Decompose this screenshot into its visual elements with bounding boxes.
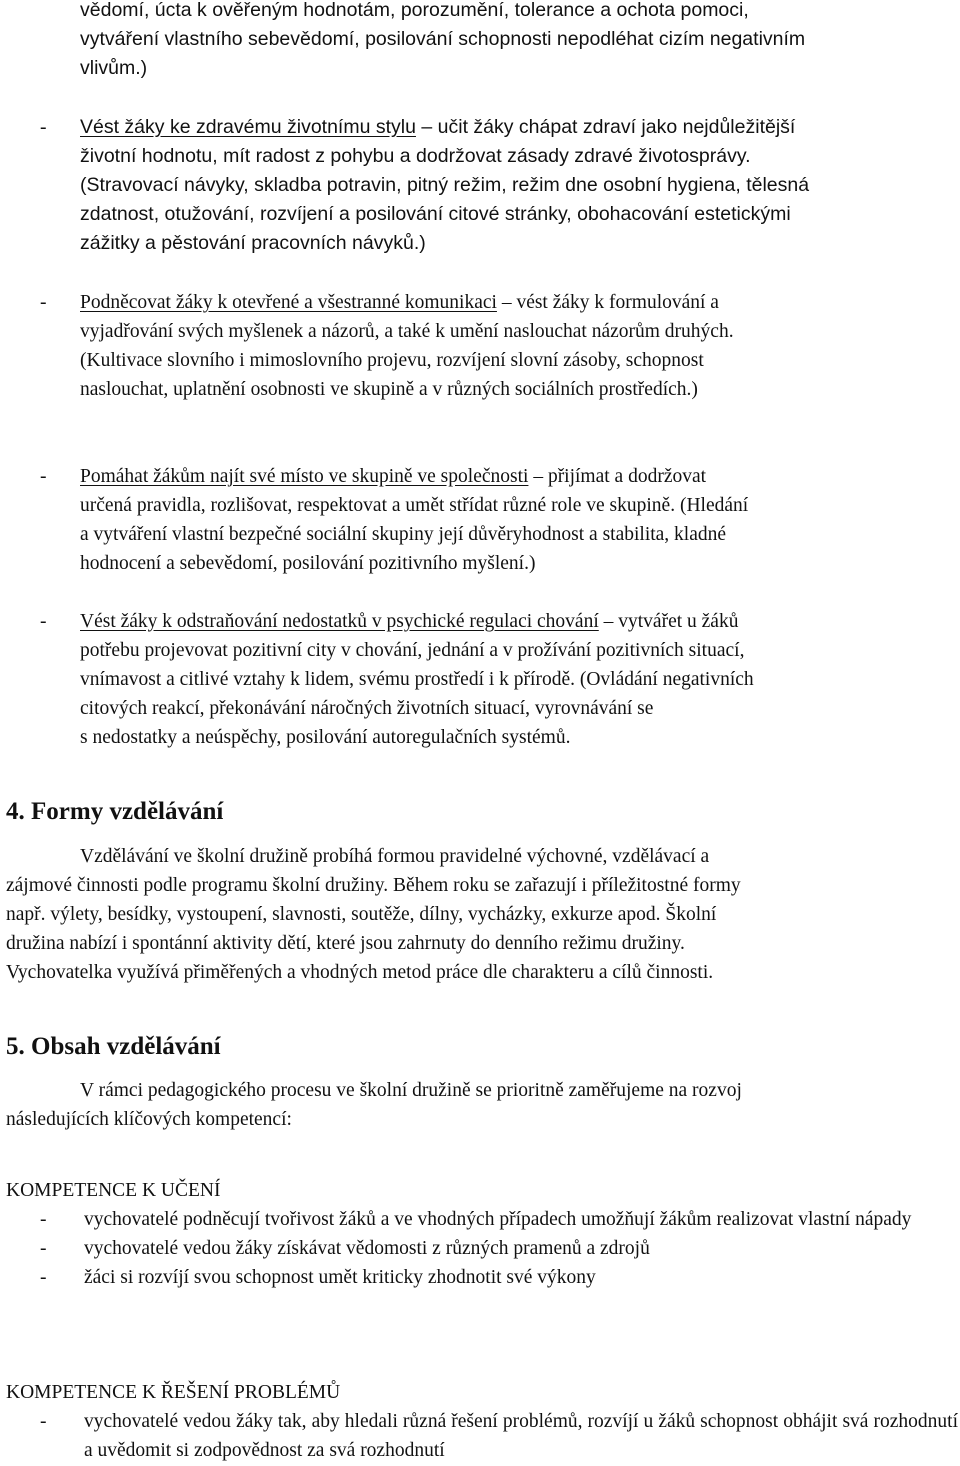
text-line: potřebu projevovat pozitivní city v chování, jednání a v prožívání pozitivních situací, — [80, 640, 745, 661]
text-line: zážitky a pěstování pracovních návyků.) — [80, 232, 426, 254]
list-item — [0, 1263, 960, 1292]
bullet-dash: - — [40, 1209, 47, 1230]
goal-description: – přijímat a dodržovat — [528, 466, 707, 487]
goal-description: – vytvářet u žáků — [598, 611, 739, 632]
text-line: zájmové činnosti podle programu školní družiny. Během roku se zařazují i příležitostné formy — [6, 875, 741, 896]
text-line: zdatnost, otužování, rozvíjení a posilování citové stránky, obohacování estetickými — [80, 203, 791, 225]
goal-description: – vést žáky k formulování a — [496, 292, 719, 313]
list-item — [0, 1407, 960, 1465]
text-line: např. výlety, besídky, vystoupení, slavnosti, soutěže, dílny, vycházky, exkurze apod. Školní — [6, 904, 717, 925]
goal-first-line — [80, 113, 809, 142]
text-line: Vychovatelka využívá přiměřených a vhodných metod práce dle charakteru a cílů činnosti. — [6, 962, 714, 983]
text-line: následujících klíčových kompetencí: — [6, 1109, 292, 1130]
goal-first-line — [80, 607, 754, 636]
list-item — [0, 1205, 960, 1234]
goal-description: – učit žáky chápat zdraví jako nejdůležitější — [415, 116, 796, 138]
competence-title-problem-solving: KOMPETENCE K ŘEŠENÍ PROBLÉMŮ — [6, 1382, 341, 1403]
section-heading-forms: 4. Formy vzdělávání — [6, 798, 224, 825]
text-line: vědomí, úcta k ověřeným hodnotám, porozumění, tolerance a ochota pomoci, — [80, 0, 749, 21]
list-item-text: vychovatelé vedou žáky tak, aby hledali různá řešení problémů, rozvíjí u žáků schopnost obhájit svá rozhodnutí a uvědomit si zodpovědnost za svá rozhodnutí — [84, 1411, 958, 1461]
text-line: vlivům.) — [80, 57, 148, 79]
text-line: hodnocení a sebevědomí, posilování pozitivního myšlení.) — [80, 553, 536, 574]
competence-list-problem-solving — [0, 1407, 960, 1465]
text-line: vytváření vlastního sebevědomí, posilování schopnosti nepodléhat cizím negativním — [80, 28, 806, 50]
list-item-text: vychovatelé podněcují tvořivost žáků a ve vhodných případech umožňují žákům realizovat vlastní nápady — [84, 1209, 912, 1230]
text-line: vnímavost a citlivé vztahy k lidem, svému prostředí i k přírodě. (Ovládání negativních — [80, 669, 754, 690]
goal-title: Vést žáky k odstraňování nedostatků v psychické regulaci chování — [80, 611, 599, 632]
goal-first-line — [80, 462, 748, 491]
text-line: naslouchat, uplatnění osobnosti ve skupině a v různých sociálních prostředích.) — [80, 379, 698, 400]
text-line: Vzdělávání ve školní družině probíhá formou pravidelné výchovné, vzdělávací a — [80, 846, 710, 867]
text-line: vyjadřování svých myšlenek a názorů, a také k umění naslouchat názorům druhých. — [80, 321, 734, 342]
goal-title: Vést žáky ke zdravému životnímu stylu — [80, 116, 416, 138]
bullet-dash: - — [40, 117, 47, 138]
bullet-dash: - — [40, 611, 47, 632]
text-line: (Stravovací návyky, skladba potravin, pitný režim, režim dne osobní hygiena, tělesná — [80, 174, 810, 196]
text-line: životní hodnotu, mít radost z pohybu a dodržovat zásady zdravé životosprávy. — [80, 145, 751, 167]
list-item-text: vychovatelé vedou žáky získávat vědomosti z různých pramenů a zdrojů — [84, 1238, 650, 1259]
competence-title-learning: KOMPETENCE K UČENÍ — [6, 1180, 221, 1201]
bullet-dash: - — [40, 1411, 47, 1432]
text-line: určená pravidla, rozlišovat, respektovat a umět střídat různé role ve skupině. (Hledání — [80, 495, 749, 516]
bullet-dash: - — [40, 466, 47, 487]
goal-title: Podněcovat žáky k otevřené a všestranné komunikaci — [80, 292, 497, 313]
list-item — [0, 1234, 960, 1263]
text-line: (Kultivace slovního i mimoslovního projevu, rozvíjení slovní zásoby, schopnost — [80, 350, 704, 371]
bullet-dash: - — [40, 1267, 47, 1288]
text-line: s nedostatky a neúspěchy, posilování autoregulačních systémů. — [80, 727, 571, 748]
section-paragraph-forms — [6, 842, 741, 987]
goal-title: Pomáhat žákům najít své místo ve skupině ve společnosti — [80, 466, 529, 487]
bullet-dash: - — [40, 1238, 47, 1259]
bullet-dash: - — [40, 292, 47, 313]
text-line: citových reakcí, překonávání náročných životních situací, vyrovnávání se — [80, 698, 654, 719]
continued-paragraph — [80, 0, 805, 83]
text-line: a vytváření vlastní bezpečné sociální skupiny její důvěryhodnost a stabilita, kladné — [80, 524, 727, 545]
section-heading-content: 5. Obsah vzdělávání — [6, 1033, 221, 1060]
section-paragraph-content — [6, 1076, 742, 1134]
text-line: družina nabízí i spontánní aktivity dětí, které jsou zahrnuty do denního režimu družiny. — [6, 933, 685, 954]
competence-list-learning — [0, 1205, 960, 1292]
goal-first-line — [80, 288, 734, 317]
list-item-text: žáci si rozvíjí svou schopnost umět kriticky zhodnotit své výkony — [84, 1267, 596, 1288]
text-line: V rámci pedagogického procesu ve školní družině se prioritně zaměřujeme na rozvoj — [80, 1080, 742, 1101]
